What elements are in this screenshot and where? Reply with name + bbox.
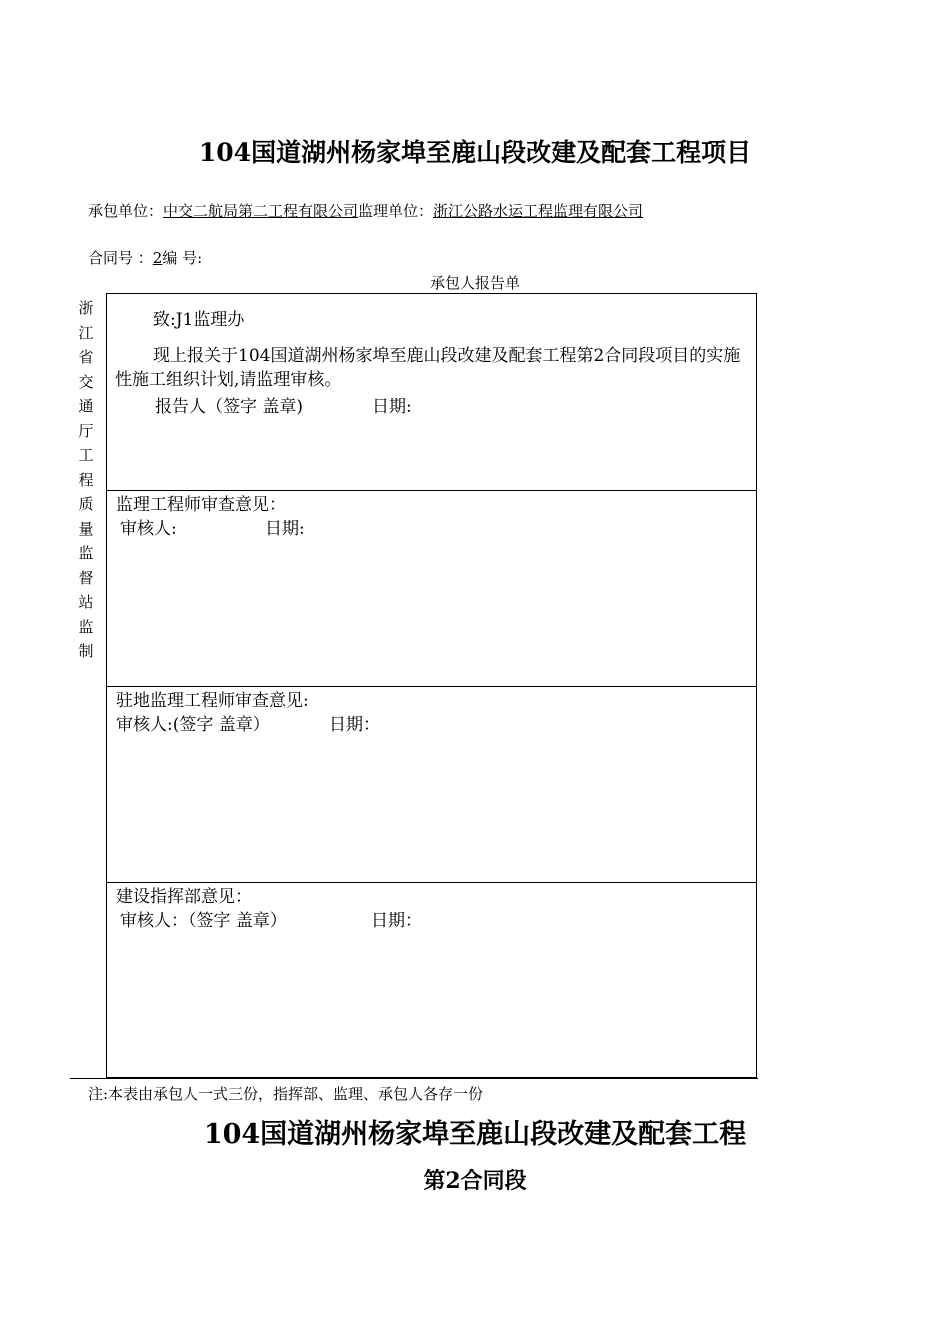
hq-review-section	[107, 883, 756, 1077]
engineer-heading: 监理工程师审查意见：	[116, 495, 286, 515]
note-divider	[70, 1078, 758, 1079]
contract-info-line	[88, 247, 202, 268]
side-char: 监	[78, 617, 94, 636]
side-char: 通	[78, 397, 94, 415]
contractor-value: 中交二航局第二工程有限公司	[163, 202, 359, 220]
form-caption: 承包人报告单	[429, 274, 520, 292]
resident-heading: 驻地监理工程师审查意见:	[116, 691, 309, 711]
report-date-label: 日期:	[372, 397, 412, 417]
side-char: 厅	[78, 421, 94, 440]
side-char: 监	[78, 544, 94, 562]
document-title: 104国道湖州杨家埠至鹿山段改建及配套工程项目	[198, 138, 752, 167]
report-section	[107, 294, 756, 491]
supervisor-value: 浙江公路水运工程监理有限公司	[433, 202, 644, 220]
side-char: 质	[78, 495, 94, 513]
side-char: 督	[78, 568, 94, 587]
resident-date-label: 日期：	[329, 715, 380, 735]
side-char: 站	[78, 593, 94, 611]
side-char: 江	[78, 323, 94, 342]
side-char: 浙	[78, 299, 94, 317]
report-form-table	[106, 293, 757, 1078]
form-note: 注:本表由承包人一式三份，指挥部、监理、承包人各存一份	[88, 1085, 484, 1103]
addressee: 致:J1监理办	[153, 310, 245, 330]
side-char: 量	[78, 519, 94, 538]
resident-reviewer: 审核人:(签字 盖章）	[116, 715, 270, 735]
side-char: 交	[78, 372, 94, 391]
contractor-label: 承包单位：	[88, 202, 164, 220]
hq-heading: 建设指挥部意见：	[116, 887, 252, 907]
hq-date-label: 日期：	[371, 911, 422, 931]
side-char: 工	[78, 446, 94, 464]
resident-review-section	[107, 687, 756, 883]
serial-label: 编 号:	[162, 249, 203, 267]
contract-no-value: 2	[152, 249, 163, 267]
footer-title: 104国道湖州杨家埠至鹿山段改建及配套工程	[203, 1119, 747, 1150]
engineer-reviewer: 审核人:	[120, 519, 177, 539]
engineer-date-label: 日期:	[265, 519, 305, 539]
side-char: 省	[78, 348, 94, 366]
report-body: 现上报关于104国道湖州杨家埠至鹿山段改建及配套工程第2合同段项目的实施性施工组织计划,请监理审核。	[115, 346, 741, 390]
side-char: 程	[78, 470, 94, 489]
side-column-text	[76, 296, 96, 664]
engineer-review-section	[107, 491, 756, 687]
hq-reviewer: 审核人：（签字 盖章）	[120, 911, 287, 931]
supervisor-label: 监理单位：	[358, 202, 434, 220]
unit-info-line	[88, 200, 643, 221]
side-char: 制	[78, 642, 94, 660]
footer-subtitle: 第2合同段	[423, 1168, 527, 1194]
contract-no-label: 合同号 ：	[88, 249, 153, 267]
reporter-signature: 报告人（签字 盖章)	[155, 397, 304, 417]
